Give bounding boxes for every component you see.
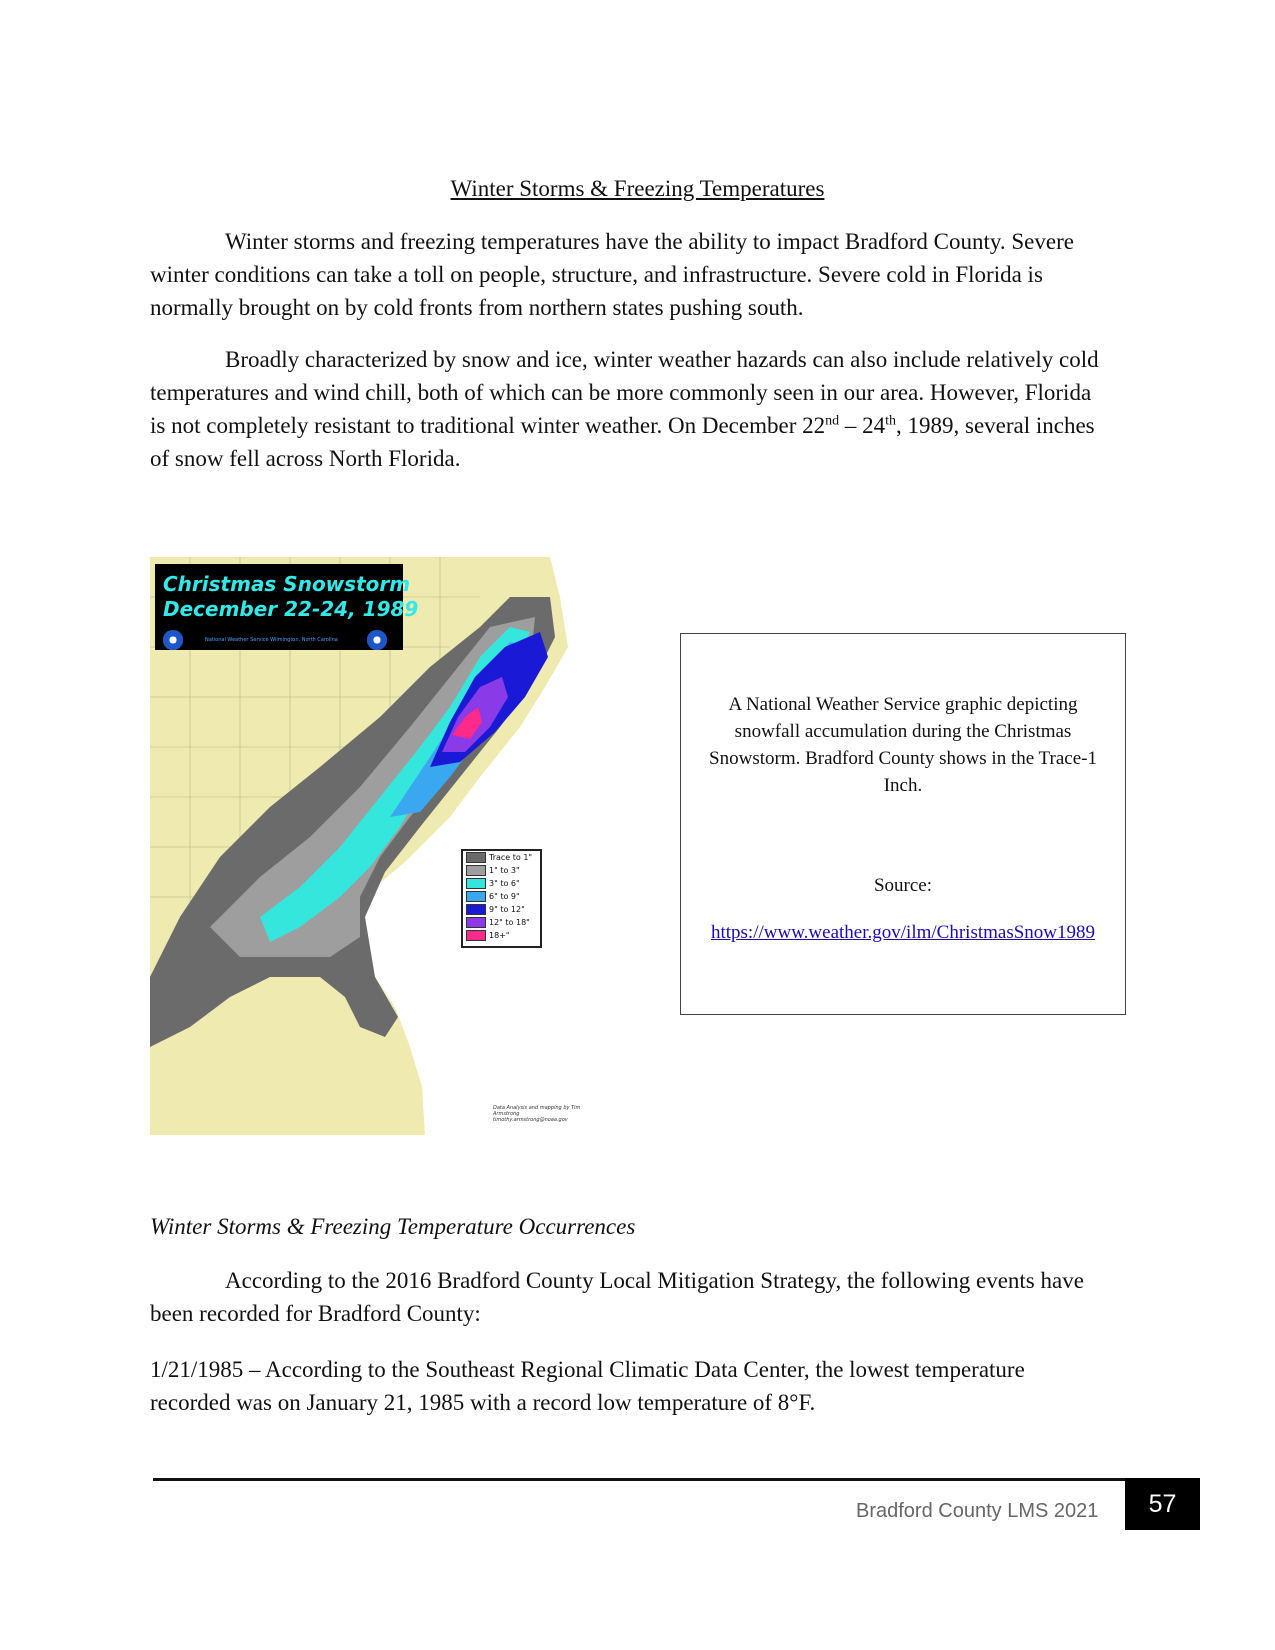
section-heading: Winter Storms & Freezing Temperature Occurrences	[150, 1214, 636, 1239]
legend-item	[463, 890, 540, 903]
legend-label: Trace to 1"	[489, 853, 533, 862]
source-link[interactable]: https://www.weather.gov/ilm/ChristmasSnow1989	[710, 922, 1096, 943]
map-title: Christmas Snowstorm December 22-24, 1989	[163, 572, 419, 621]
map-legend	[461, 849, 542, 948]
legend-item	[463, 877, 540, 890]
legend-item	[463, 903, 540, 916]
map-subtitle: National Weather Service Wilmington, North Carolina	[205, 637, 338, 643]
map-credit: Data Analysis and mapping by Tim Armstrong timothy.armstrong@noaa.gov	[493, 1105, 581, 1123]
date-start-suffix: nd	[825, 413, 840, 429]
paragraph-hazards-main: Broadly characterized by snow and ice, winter weather hazards can also include relatively cold temperatures and wind chill, both of which can be more commonly seen in our area. However, Florida is not completely resistant to traditional winter weather. On December	[150, 347, 1099, 438]
legend-swatch	[466, 930, 486, 941]
nws-logo-icon	[367, 630, 387, 650]
footer-rule	[153, 1478, 1151, 1481]
date-end-suffix: th	[885, 413, 896, 429]
legend-label: 3" to 6"	[489, 879, 520, 888]
legend-item	[463, 916, 540, 929]
footer-doc-name: Bradford County LMS 2021	[856, 1500, 1099, 1522]
legend-swatch	[466, 878, 486, 889]
legend-swatch	[466, 865, 486, 876]
paragraph-hazards-end: , 1989, several inches of snow fell across North Florida.	[150, 413, 1095, 471]
caption-source-label: Source:	[873, 875, 933, 896]
legend-label: 6" to 9"	[489, 892, 520, 901]
event-entry: 1/21/1985 – According to the Southeast Regional Climatic Data Center, the lowest temperature recorded was on January 21, 1985 with a record low temperature of 8°F.	[150, 1357, 1025, 1415]
page-title: Winter Storms & Freezing Temperatures	[450, 176, 825, 201]
date-start: 22	[802, 413, 826, 438]
legend-item	[463, 851, 540, 864]
legend-label: 12" to 18"	[489, 918, 530, 927]
map-title-box	[155, 564, 419, 650]
legend-label: 9" to 12"	[489, 905, 525, 914]
legend-item	[463, 864, 540, 877]
paragraph-occurrences-intro: According to the 2016 Bradford County Local Mitigation Strategy, the following events have been recorded for Bradford County:	[150, 1268, 1084, 1326]
paragraph-hazards	[150, 343, 1110, 475]
map-caption-box	[680, 633, 1126, 1015]
legend-swatch	[466, 904, 486, 915]
snowfall-map	[150, 557, 588, 1135]
date-range-dash: – 24	[839, 413, 886, 438]
caption-text: A National Weather Service graphic depicting snowfall accumulation during the Christmas Snowstorm. Bradford County shows in the Trace-1 Inch.	[709, 694, 1097, 796]
legend-swatch	[466, 917, 486, 928]
legend-label: 1" to 3"	[489, 866, 520, 875]
legend-swatch	[466, 852, 486, 863]
legend-label: 18+"	[489, 931, 510, 940]
legend-swatch	[466, 891, 486, 902]
legend-item	[463, 929, 540, 942]
noaa-logo-icon	[163, 630, 183, 650]
paragraph-intro: Winter storms and freezing temperatures have the ability to impact Bradford County. Severe winter conditions can take a toll on people, structure, and infrastructure. Severe cold in Florida is normally brought on by cold fronts from northern states pushing south.	[150, 229, 1074, 320]
page-number: 57	[1125, 1478, 1200, 1530]
